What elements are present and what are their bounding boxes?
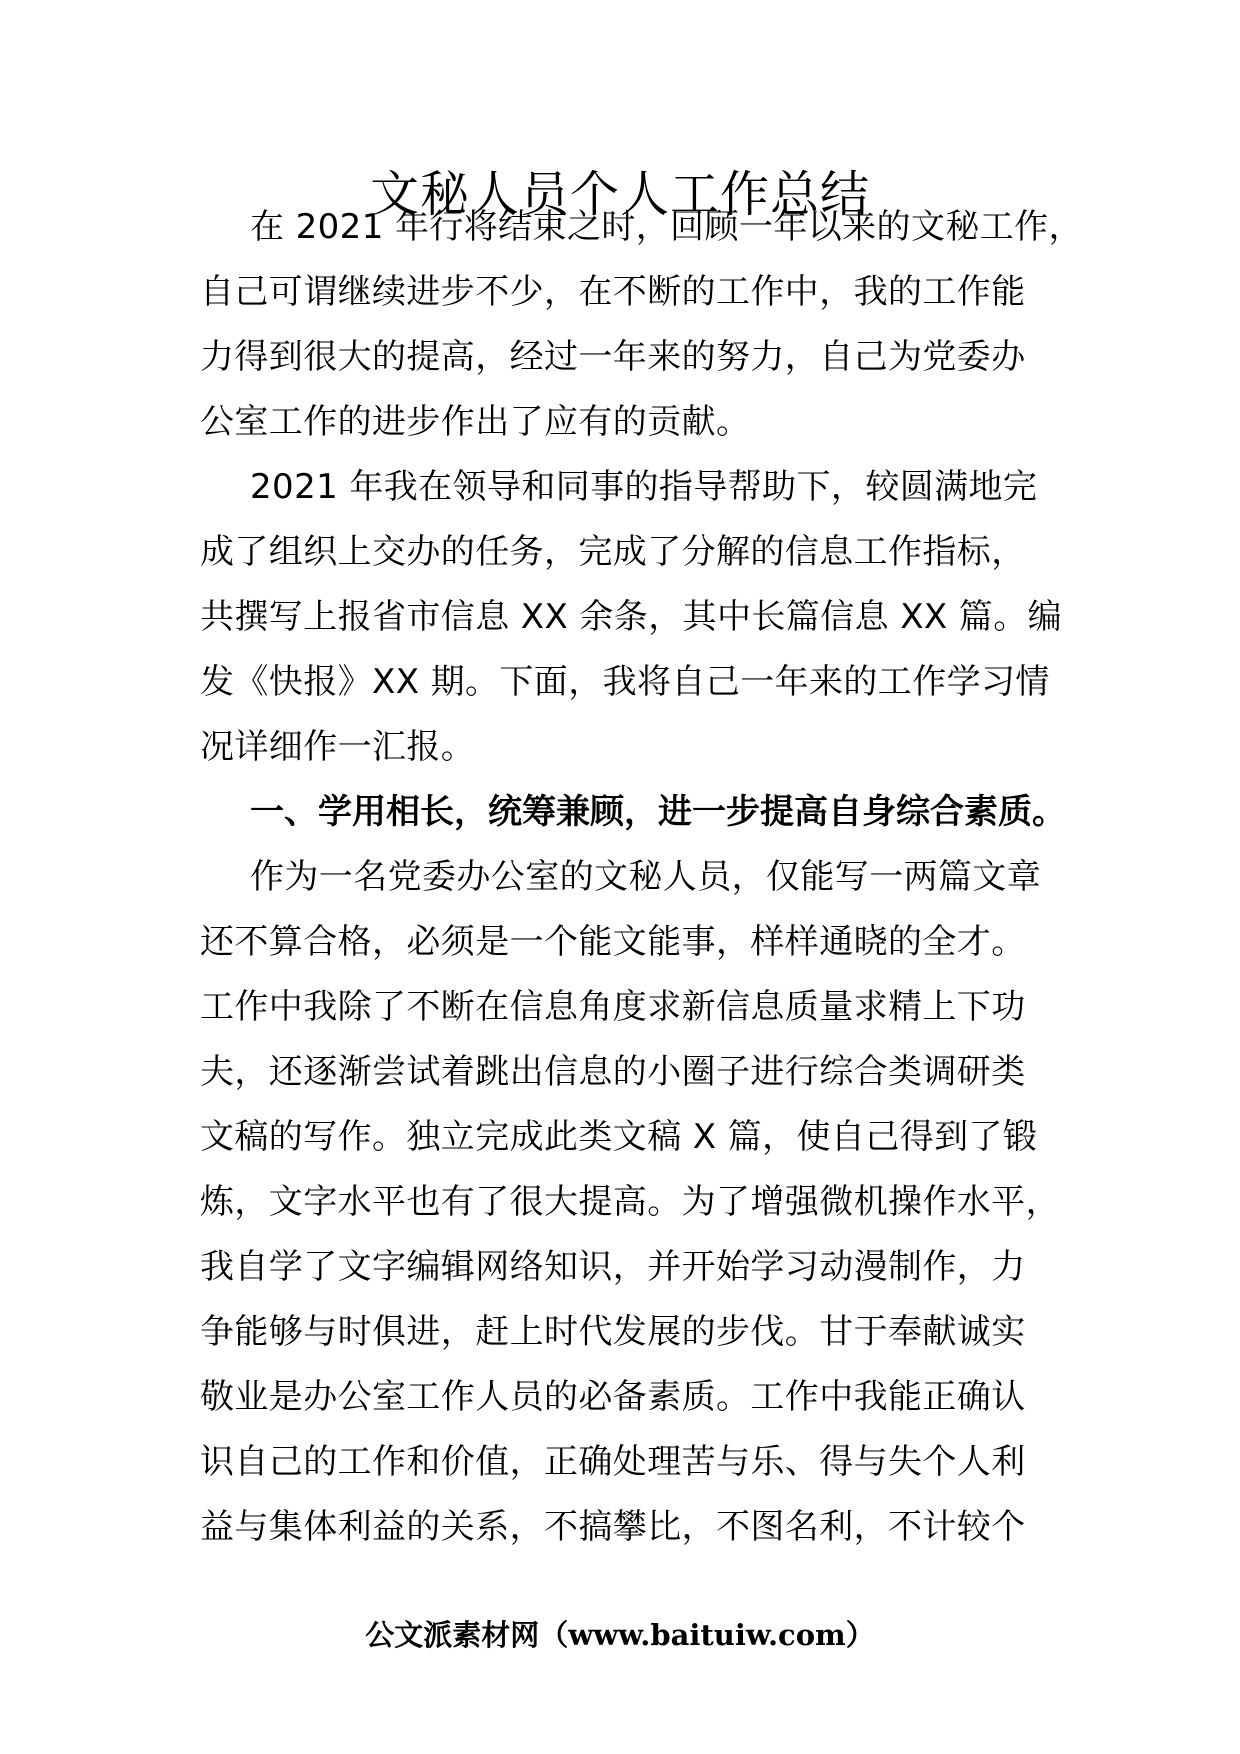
- body-line: 发《快报》XX 期。下面，我将自己一年来的工作学习情: [200, 662, 1050, 702]
- body-line: 在 2021 年行将结束之时，回顾一年以来的文秘工作，: [250, 207, 1083, 247]
- document-title: 文秘人员个人工作总结: [369, 166, 870, 223]
- body-line: 文稿的写作。独立完成此类文稿 X 篇，使自己得到了锻: [200, 1117, 1038, 1157]
- body-line: 作为一名党委办公室的文秘人员，仅能写一两篇文章: [250, 857, 1042, 897]
- body-line: 我自学了文字编辑网络知识，并开始学习动漫制作，力: [200, 1247, 1026, 1287]
- body-line: 益与集体利益的关系，不搞攀比，不图名利，不计较个: [200, 1507, 1026, 1547]
- body-line: 力得到很大的提高，经过一年来的努力，自己为党委办: [200, 337, 1026, 377]
- body-line: 公室工作的进步作出了应有的贡献。: [200, 402, 751, 442]
- body-line: 争能够与时俱进，赶上时代发展的步伐。甘于奉献诚实: [200, 1312, 1026, 1352]
- body-line: 况详细作一汇报。: [200, 727, 476, 767]
- body-line: 成了组织上交办的任务，完成了分解的信息工作指标，: [200, 532, 1026, 572]
- body-line: 共撰写上报省市信息 XX 余条，其中长篇信息 XX 篇。编: [200, 597, 1062, 637]
- body-line: 自己可谓继续进步不少，在不断的工作中，我的工作能: [200, 272, 1026, 312]
- body-line: 工作中我除了不断在信息角度求新信息质量求精上下功: [200, 987, 1026, 1027]
- body-line: 识自己的工作和价值，正确处理苦与乐、得与失个人利: [200, 1442, 1026, 1482]
- body-line: 还不算合格，必须是一个能文能事，样样通晓的全才。: [200, 922, 1026, 962]
- body-line: 2021 年我在领导和同事的指导帮助下，较圆满地完: [250, 467, 1038, 507]
- body-line: 夫，还逐渐尝试着跳出信息的小圈子进行综合类调研类: [200, 1052, 1026, 1092]
- footer-source: 公文派素材网（www.baituiw.com）: [365, 1618, 875, 1652]
- body-line: 炼，文字水平也有了很大提高。为了增强微机操作水平，: [200, 1182, 1060, 1222]
- body-line: 敬业是办公室工作人员的必备素质。工作中我能正确认: [200, 1377, 1026, 1417]
- section-heading: 一、学用相长，统筹兼顾，进一步提高自身综合素质。: [250, 792, 1066, 832]
